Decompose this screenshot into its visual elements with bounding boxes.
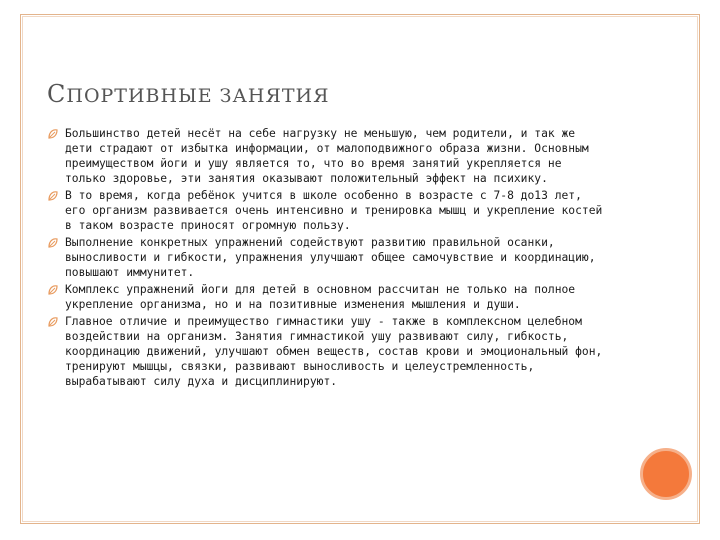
slide-title — [47, 80, 329, 108]
bullet-text: Выполнение конкретных упражнений содействуют развитию правильной осанки, выносливости и гибкости, упражнения улучшают общее самочувствие и координацию, повышают иммунитет. — [65, 236, 596, 279]
bullet-text: В то время, когда ребёнок учится в школе особенно в возрасте с 7-8 до13 лет, его организм развивается очень интенсивно и тренировка мышц и укрепление костей в таком возрасте приносят огромную пользу. — [65, 189, 603, 232]
bullet-text: Большинство детей несёт на себе нагрузку не меньшую, чем родители, и так же дети страдают от избытка информации, от малоподвижного образа жизни. Основным преимуществом йоги и ушу является то, что во время занятий укрепляется не только здоровье, эти занятия оказывают положительный эффект на психику. — [65, 127, 589, 185]
leaf-bullet-icon — [47, 237, 59, 249]
list-item — [47, 314, 607, 389]
list-item — [47, 282, 607, 312]
list-item — [47, 235, 607, 280]
leaf-bullet-icon — [47, 284, 59, 296]
bullet-text: Главное отличие и преимущество гимнастики ушу - также в комплексном целебном воздействии на организм. Занятия гимнастикой ушу развивают силу, гибкость, координацию движений, улучшают обмен веществ, состав крови и эмоциональный фон, тренируют мышцы, связки, развивают выносливость и целеустремленность, вырабатывают силу духа и дисциплинируют. — [65, 315, 603, 388]
slide-title-rest: ПОРТИВНЫЕ ЗАНЯТИЯ — [66, 85, 330, 107]
decorative-circle — [640, 448, 692, 500]
list-item — [47, 188, 607, 233]
leaf-bullet-icon — [47, 316, 59, 328]
list-item — [47, 126, 607, 186]
bullet-list — [47, 126, 607, 391]
leaf-bullet-icon — [47, 190, 59, 202]
slide-title-initial: С — [47, 80, 67, 108]
bullet-text: Комплекс упражнений йоги для детей в основном рассчитан не только на полное укрепление организма, но и на позитивные изменения мышления и души. — [65, 283, 576, 311]
leaf-bullet-icon — [47, 128, 59, 140]
